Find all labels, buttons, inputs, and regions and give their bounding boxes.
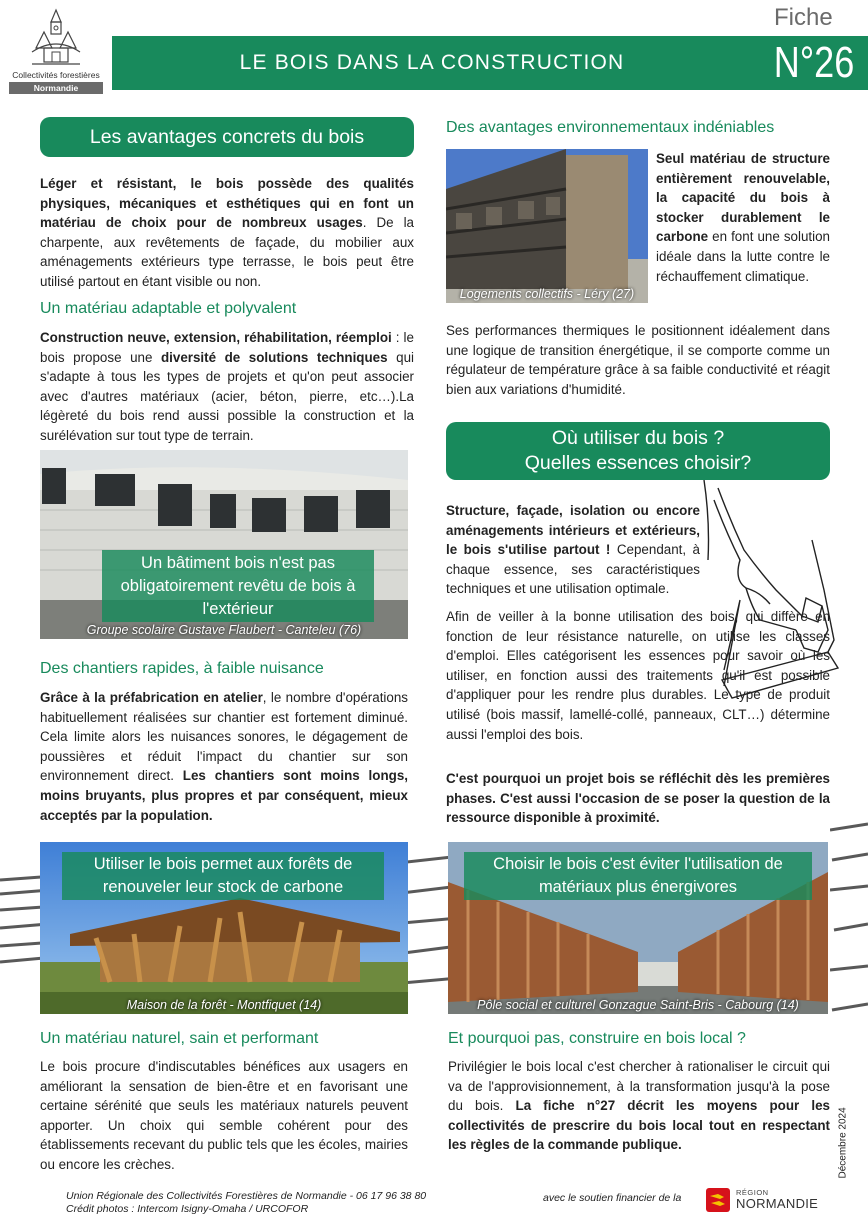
adaptable-bold-2: diversité de solutions techniques [160,349,388,365]
page-title: LE BOIS DANS LA CONSTRUCTION [239,51,625,74]
usage-text-1: Cependant, à chaque essence, ses caractéristiques techniques et une utilisation optimale. [446,542,700,597]
heading-local: Et pourquoi pas, construire en bois local ? [448,1030,746,1047]
photo-social-center-caption: Pôle social et culturel Gonzague Saint-Bris - Cabourg (14) [477,998,799,1012]
region-small-label: RÉGION [736,1188,769,1197]
section-title-advantages: Les avantages concrets du bois [40,117,414,157]
forest-church-icon [30,8,82,68]
usage-title-line1: Où utiliser du bois ? [551,427,725,449]
chantiers-paragraph [40,688,408,825]
usage-text-2a: Afin de veiller à la bonne utilisation des bois, qui diffère en fonction de leur résistance naturelle, on utilise les classes d'emploi [446,609,830,664]
environment-text: en font une solution idéale dans la lutte contre le réchauffement climatique. [656,229,830,284]
photo-forest-house-caption: Maison de la forêt - Montfiquet (14) [126,998,322,1012]
local-paragraph [448,1057,830,1155]
chantiers-bold-2: Les chantiers sont moins longs, moins bruyants, plus propres et par conséquent, mieux acceptés par la population. [40,768,408,823]
usage-bold-1: Structure, façade, isolation ou encore aménagements intérieurs et extérieurs, le bois s'utilise partout ! [446,503,700,558]
heading-chantiers: Des chantiers rapides, à faible nuisance [40,660,324,677]
brush-decoration-right [830,820,868,1020]
date-label [836,1100,850,1180]
photo-school-overlay: Un bâtiment bois n'est pas obligatoirement revêtu de bois à l'extérieur [102,550,374,622]
intro-bold: Léger et résistant, le bois possède des qualités physiques, mécaniques et esthétiques qui en font un matériau de choix pour de nombreux usages [40,176,414,231]
local-text: Privilégier le bois local c'est chercher à rationaliser le circuit qui va de l'approvisionnement, à la transformation jusqu'à la pose du bois. [448,1059,830,1114]
photo-school-caption: Groupe scolaire Gustave Flaubert - Canteleu (76) [86,623,362,637]
logo-region: Normandie [9,82,103,94]
photo-forest-house [40,842,408,1014]
date-text: Décembre 2024 [837,1107,849,1179]
photo-housing [446,149,648,303]
heading-adaptable: Un matériau adaptable et polyvalent [40,300,297,317]
intro-text: . De la charpente, aux revêtements de façade, du mobilier aux aménagements extérieurs type terrasse, le bois peut être utilisé partout en étant visible ou non. [40,215,414,289]
lion-flag-icon [706,1188,730,1212]
chantiers-text: , le nombre d'opérations habituellement réalisées sur chantier est fortement diminué. Cela limite alors les nuisances sonores, le dégagement de poussières et réduit l'impact du chantier sur son environnement direct. [40,690,408,784]
fiche-label: Fiche [774,4,833,31]
logo-text: Collectivités forestières [12,70,100,80]
photo-forest-house-overlay: Utiliser le bois permet aux forêts de renouveler leur stock de carbone [62,852,384,900]
footer-support: avec le soutien financier de la [543,1192,682,1204]
adaptable-bold-1: Construction neuve, extension, réhabilitation, réemploi [40,330,392,345]
chantiers-bold-1: Grâce à la préfabrication en atelier [40,690,263,705]
adaptable-text-2: qui s'adapte à tous les types de projets et qu'on peut associer avec d'autres matériaux (acier, béton, pierre, etc…).La légèreté du bois rend aussi possible la construction et la surélévation sur tout type de terrain. [40,349,414,443]
photo-school [40,450,408,639]
adaptable-text-1: : le bois propose une [40,330,414,365]
heading-environment: Des avantages environnementaux indéniables [446,119,775,136]
footer-credits: Crédit photos : Intercom Isigny-Omaha / URCOFOR [66,1203,309,1215]
usage-paragraph-3: C'est pourquoi un projet bois se réfléchit dès les premières phases. C'est aussi l'occasion de se poser la question de la ressource disponible à proximité. [446,771,830,826]
photo-social-center-overlay: Choisir le bois c'est éviter l'utilisation de matériaux plus énergivores [464,852,812,900]
photo-housing-caption: Logements collectifs - Léry (27) [459,287,635,301]
intro-paragraph [40,174,414,292]
environment-paragraph [656,149,830,286]
region-name: NORMANDIE [736,1196,819,1211]
usage-paragraph-2 [446,607,830,744]
naturel-paragraph: Le bois procure d'indiscutables bénéfices aux usagers en améliorant la sensation de bien-être et en favorisant une certaine sérénité que seuls les matériaux naturels peuvent apporter. Un choix qui semble cohérent pour des établissements recevant du public tels que les écoles, mairies ou encore les crèches. [40,1059,408,1172]
section-title-usage [446,422,830,480]
environment-bold: Seul matériau de structure entièrement renouvelable, la capacité du bois à stocker durablement le carbone [656,151,830,245]
usage-text-2b: . Elles catégorisent les essences pour savoir où les utiliser, en fonction aussi des traitements qu'il est possible d'appliquer pour les rendre plus durables. Le type de produit utilisé (bois massif, lamellé-collé, panneaux, CLT…) détermine aussi l'emploi des bois. [446,648,830,742]
adaptable-paragraph [40,328,414,446]
heading-naturel: Un matériau naturel, sain et performant [40,1030,319,1047]
region-normandie-logo [706,1186,826,1216]
logo [6,8,106,94]
usage-paragraph-1 [446,501,700,599]
footer-contact: Union Régionale des Collectivités Forestières de Normandie - 06 17 96 38 80 [66,1190,427,1202]
fiche-number: N°26 [773,38,855,87]
local-bold: La fiche n°27 décrit les moyens pour les collectivités de prescrire du bois local tout en respectant les règles de la commande publique. [448,1098,831,1153]
usage-title-line2: Quelles essences choisir? [524,452,752,474]
photo-social-center [448,842,828,1014]
thermal-paragraph: Ses performances thermiques le positionnent idéalement dans une logique de transition énergétique, il se comporte comme un régulateur de température grâce à sa faible conductivité et réagit bien aux variations d'humidité. [446,323,830,397]
